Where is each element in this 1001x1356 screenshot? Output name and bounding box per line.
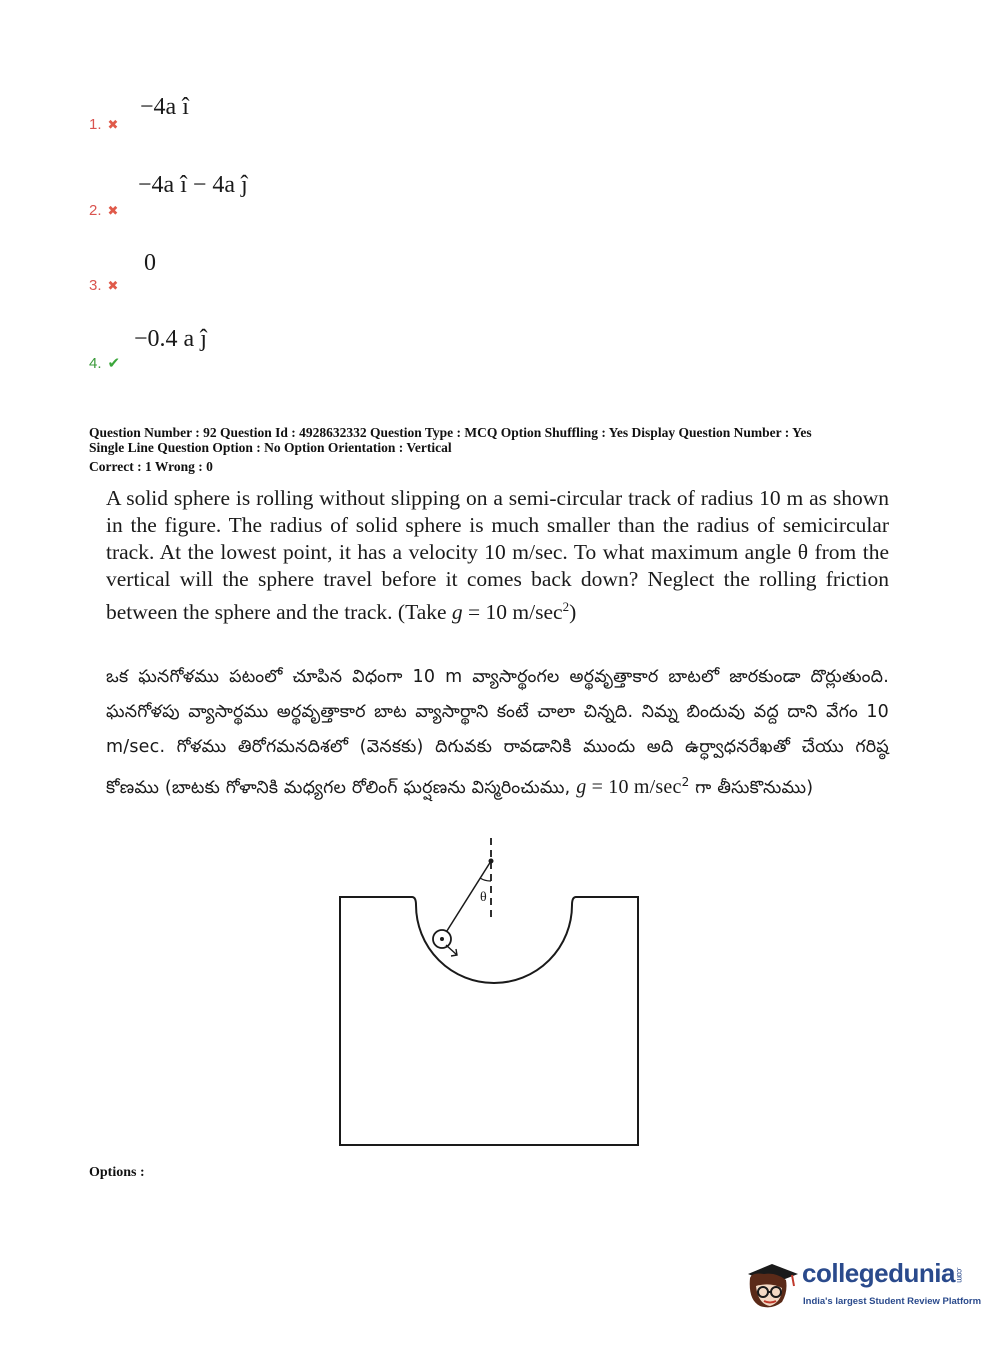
gravity-symbol: g	[576, 775, 587, 798]
question-text-english	[106, 485, 889, 626]
question-meta-score: Correct : 1 Wrong : 0	[89, 459, 213, 474]
question-text-part: = 10 m/sec	[586, 775, 682, 798]
option-3-value: 0	[144, 250, 156, 276]
question-text-part: గా తీసుకొనుము)	[689, 777, 814, 798]
superscript: 2	[681, 775, 690, 789]
option-2-value: −4a î − 4a ĵ	[138, 172, 248, 198]
options-label: Options :	[89, 1165, 145, 1180]
option-2[interactable]	[89, 202, 118, 220]
question-text-part: A solid sphere is rolling without slipping on a semi-circular track of radius 10 m as shown in the figure. The radius of solid sphere is much smaller than the radius of semicircular track. At the lowest point, it has a velocity 10 m/sec. To what maximum angle θ from the vertical will the sphere travel before it comes back down? Neglect the rolling friction between the sphere and the track. (Take	[106, 486, 889, 625]
question-text-part: ఒక ఘనగోళము పటంలో చూపిన విధంగా 10 m వ్యాసార్థంగల అర్థవృత్తాకార బాటలో జారకుండా దొర్లుతుంది. ఘనగోళపు వ్యాసార్థము అర్థవృత్తాకార బాట వ్యాసార్థాని కంటే చాలా చిన్నది. నిమ్న బిందువు వద్ద దాని వేగం 10 m/sec. గోళము తిరోగమనదిశలో (వెనకకు) దిగువకు రావడానికి ముందు అది ఉర్ధ్వాధనరేఖతో చేయు గరిష్ఠ కోణము (బాటకు గోళానికి మధ్యగల రోలింగ్ ఘర్షణను విస్మరించుము,	[106, 667, 889, 798]
option-4[interactable]	[89, 354, 120, 373]
question-text-telugu	[106, 660, 889, 806]
question-meta-line1: Question Number : 92 Question Id : 4928632332 Question Type : MCQ Option Shuffling : Yes Display Question Number : Yes	[89, 425, 812, 440]
question-text-part: )	[569, 600, 577, 625]
logo-name: collegedunia	[802, 1258, 955, 1288]
correct-check-icon: ✔	[107, 354, 121, 372]
option-1-value: −4a î	[140, 94, 189, 120]
option-4-value: −0.4 a ĵ	[134, 326, 207, 352]
option-number: 2.	[89, 202, 102, 219]
sphere-center	[440, 937, 444, 941]
wrong-mark-icon: ✖	[107, 279, 119, 294]
semicircular-track-figure	[330, 830, 650, 1150]
option-3[interactable]	[89, 277, 118, 295]
option-number: 3.	[89, 277, 102, 294]
question-meta-line2: Single Line Question Option : No Option Orientation : Vertical	[89, 440, 452, 455]
question-meta	[89, 425, 909, 474]
logo-domain-suffix: .com	[954, 1267, 964, 1283]
option-1[interactable]	[89, 116, 118, 134]
theta-label: θ	[480, 890, 487, 905]
mascot-logo-icon	[742, 1252, 800, 1312]
wrong-mark-icon: ✖	[107, 204, 119, 219]
angle-arc	[480, 878, 491, 881]
wrong-mark-icon: ✖	[107, 118, 119, 133]
superscript: 2	[562, 599, 570, 614]
velocity-arrow	[446, 945, 457, 955]
question-text-part: = 10 m/sec	[462, 600, 563, 625]
collegedunia-logo[interactable]	[742, 1252, 982, 1316]
option-number: 4.	[89, 355, 102, 372]
logo-tagline: India's largest Student Review Platform	[803, 1296, 982, 1307]
gravity-symbol: g	[451, 600, 463, 625]
option-number: 1.	[89, 116, 102, 133]
logo-wordmark	[802, 1258, 964, 1289]
track-block-outline	[340, 897, 638, 1145]
